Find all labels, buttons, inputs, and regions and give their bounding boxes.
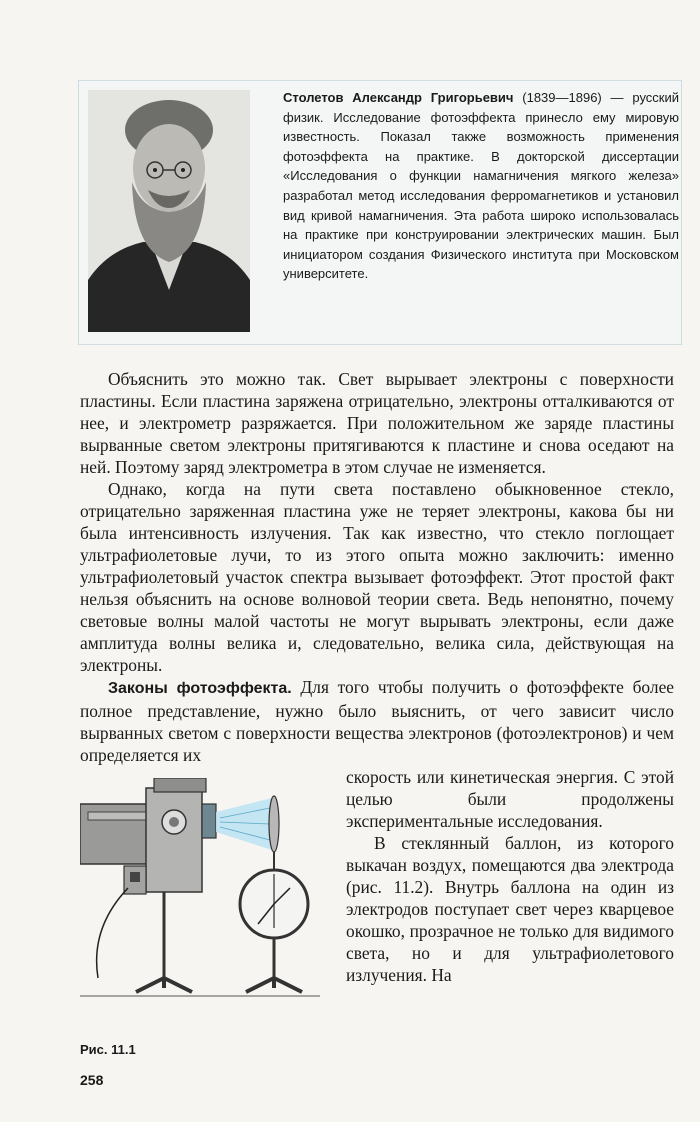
main-text: [80, 368, 674, 1006]
biography-name: Столетов Александр Григорьевич: [283, 90, 514, 105]
figure-and-text: [80, 766, 674, 986]
paragraph-4: В стеклянный баллон, из которого выкачан воздух, помещаются два электрода (рис. 11.2). Внутрь баллона на один из электродов поступает свет через кварцевое окошко, прозрачное не только для видимого света, но и для ультрафиолетового излучения. На: [346, 833, 674, 985]
paragraph-3: [80, 676, 674, 766]
section-heading: Законы фотоэффекта.: [108, 680, 292, 697]
page-number: 258: [80, 1072, 104, 1088]
biography-text: [283, 88, 679, 284]
photoeffect-apparatus-illustration: [80, 778, 336, 1004]
figure-11-1: [80, 770, 340, 1006]
paragraph-1: Объяснить это можно так. Свет вырывает электроны с поверхности пластины. Если пластина заряжена отрицательно, электроны отталкиваются от нее, и электрометр разряжается. При положительном же заряде пластины вырванные светом электроны притягиваются к пластине и снова оседают на ней. Поэтому заряд электрометра в этом случае не изменяется.: [80, 369, 674, 477]
paragraph-3-end: скорость или кинетическая энергия. С этой целью были продолжены экспериментальные исследования.: [346, 767, 674, 831]
paragraph-3-start: Для того чтобы получить о фотоэффекте более полное представление, нужно было выяснить, от чего зависит число вырванных светом с поверхности вещества электронов (фотоэлектронов) и чем определяется их: [80, 677, 675, 765]
paragraph-2: Однако, когда на пути света поставлено обыкновенное стекло, отрицательно заряженная пластина уже не теряет электроны, какова бы ни была интенсивность излучения. Так как известно, что стекло поглощает ультрафиолетовые лучи, то из этого опыта можно заключить: именно ультрафиолетовый участок спектра вызывает фотоэффект. Этот простой факт нельзя объяснить на основе волновой теории света. Ведь непонятно, почему световые волны малой частоты не могут вырывать электроны, если даже амплитуда волны велика и, следовательно, велика сила, действующая на электроны.: [80, 479, 674, 675]
stoletov-portrait: [88, 90, 250, 332]
figure-caption: Рис. 11.1: [80, 1042, 136, 1057]
biography-body: (1839—1896) — русский физик. Исследование фотоэффекта принесло ему мировую известность. Показал также возможность применения фотоэффекта на практике. В докторской диссертации «Исследования о функции намагничения мягкого железа» разработал метод исследования ферромагнетиков и установил вид кривой намагничения. Эта работа широко использовалась на практике при конструировании электрических машин. Был инициатором создания Физического института при Московском университете.: [283, 90, 680, 282]
